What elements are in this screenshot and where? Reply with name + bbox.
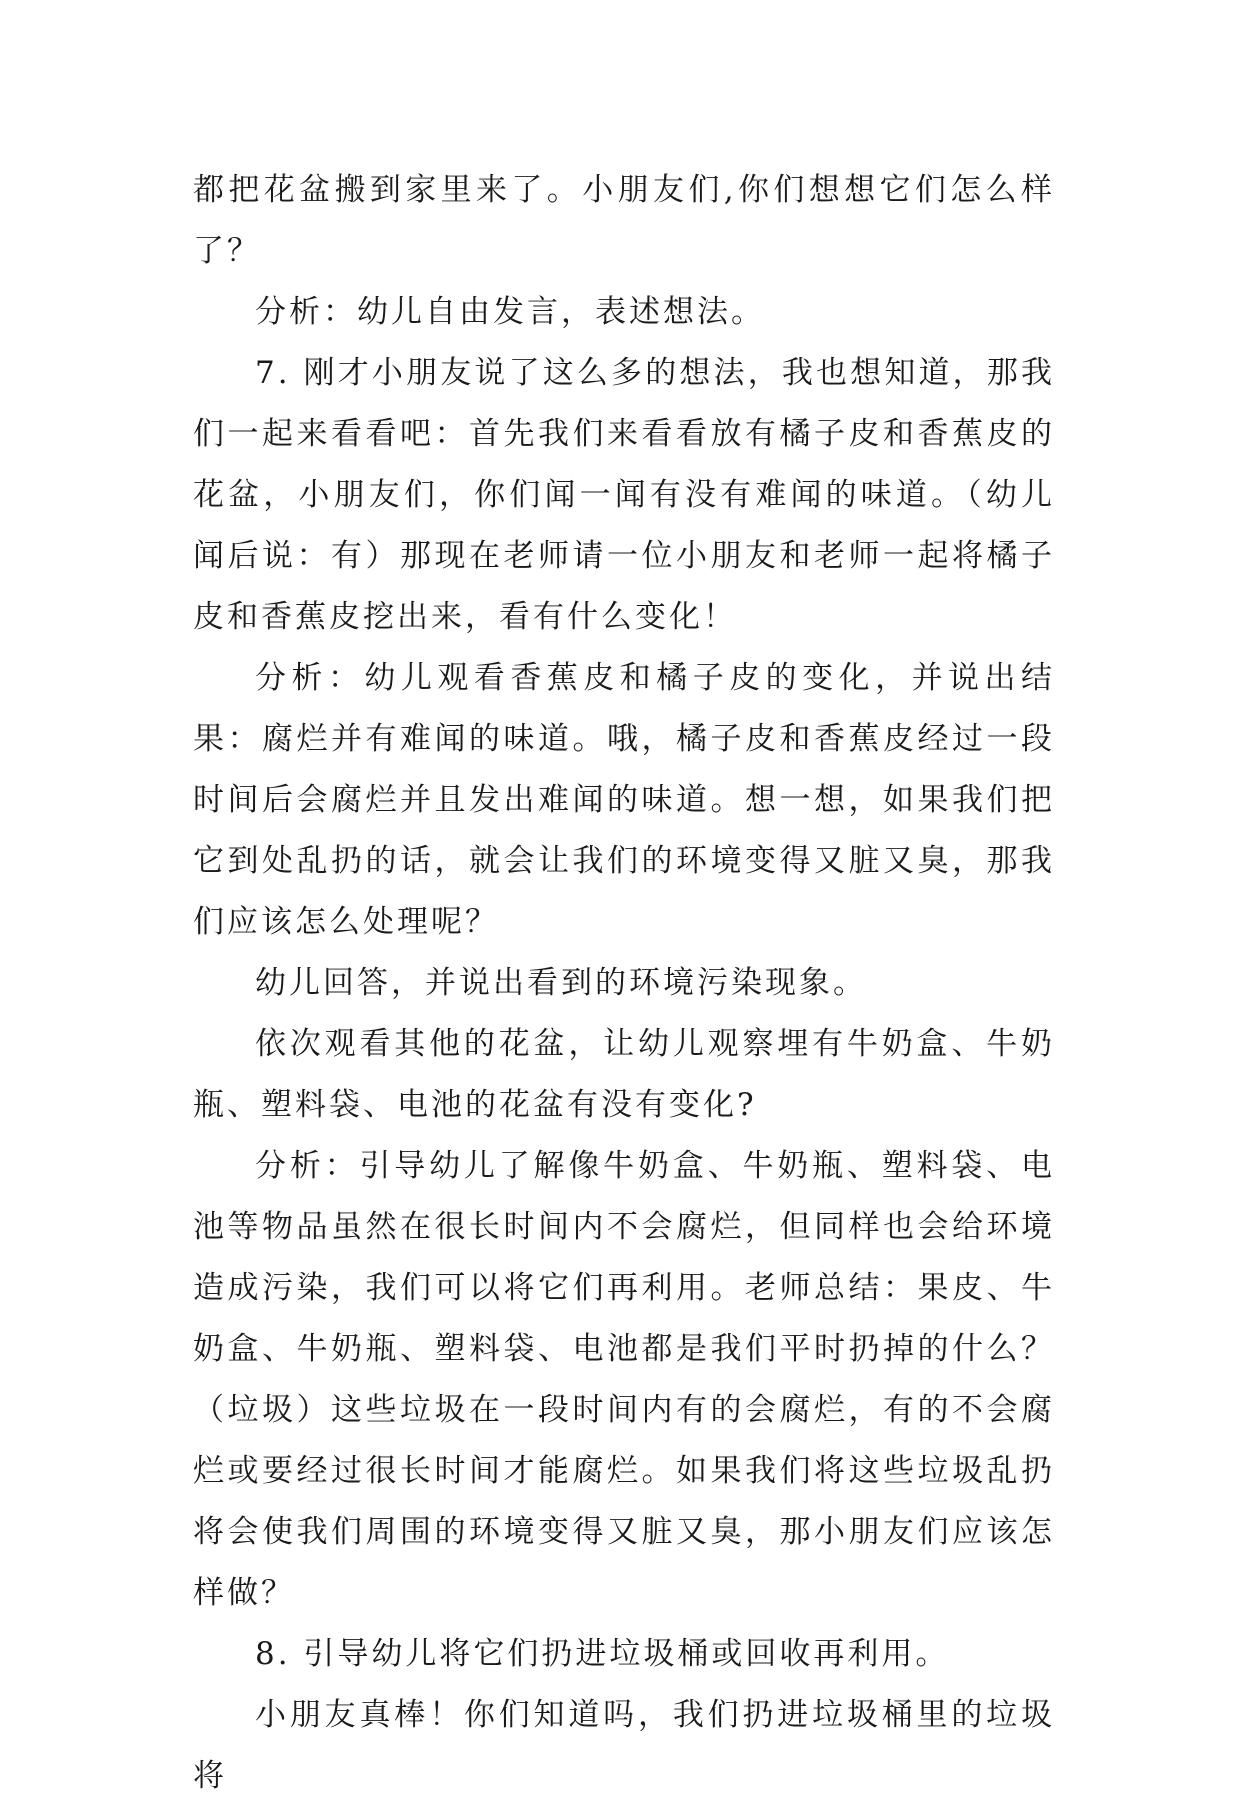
paragraph-8: 8. 引导幼儿将它们扔进垃圾桶或回收再利用。 bbox=[255, 1636, 950, 1672]
paragraph-9: 小朋友真棒！你们知道吗，我们扔进垃圾桶里的垃圾将 bbox=[193, 1697, 1055, 1794]
paragraph-3: 7. 刚才小朋友说了这么多的想法，我也想知道，那我们一起来看看吧：首先我们来看看放有橘子皮和香蕉皮的花盆，小朋友们，你们闻一闻有没有难闻的味道。（幼儿闻后说：有）那现在老师请一位小朋友和老师一起将橘子皮和香蕉皮挖出来，看有什么变化！ bbox=[193, 355, 1055, 635]
paragraph-6: 依次观看其他的花盆，让幼儿观察埋有牛奶盒、牛奶瓶、塑料袋、电池的花盆有没有变化? bbox=[193, 1026, 1055, 1123]
paragraph-2: 分析：幼儿自由发言，表述想法。 bbox=[255, 294, 765, 330]
paragraph-4: 分析：幼儿观看香蕉皮和橘子皮的变化，并说出结果：腐烂并有难闻的味道。哦，橘子皮和香蕉皮经过一段时间后会腐烂并且发出难闻的味道。想一想，如果我们把它到处乱扔的话，就会让我们的环境变得又脏又臭，那我们应该怎么处理呢？ bbox=[193, 660, 1055, 940]
paragraph-5: 幼儿回答，并说出看到的环境污染现象。 bbox=[255, 965, 867, 1001]
paragraph-7: 分析：引导幼儿了解像牛奶盒、牛奶瓶、塑料袋、电池等物品虽然在很长时间内不会腐烂，但同样也会给环境造成污染，我们可以将它们再利用。老师总结：果皮、牛奶盒、牛奶瓶、塑料袋、电池都是我们平时扔掉的什么？（垃圾）这些垃圾在一段时间内有的会腐烂，有的不会腐烂或要经过很长时间才能腐烂。如果我们将这些垃圾乱扔将会使我们周围的环境变得又脏又臭，那小朋友们应该怎样做？ bbox=[193, 1148, 1055, 1611]
document-body bbox=[193, 160, 1055, 1807]
paragraph-1: 都把花盆搬到家里来了。小朋友们,你们想想它们怎么样了？ bbox=[193, 172, 1055, 269]
